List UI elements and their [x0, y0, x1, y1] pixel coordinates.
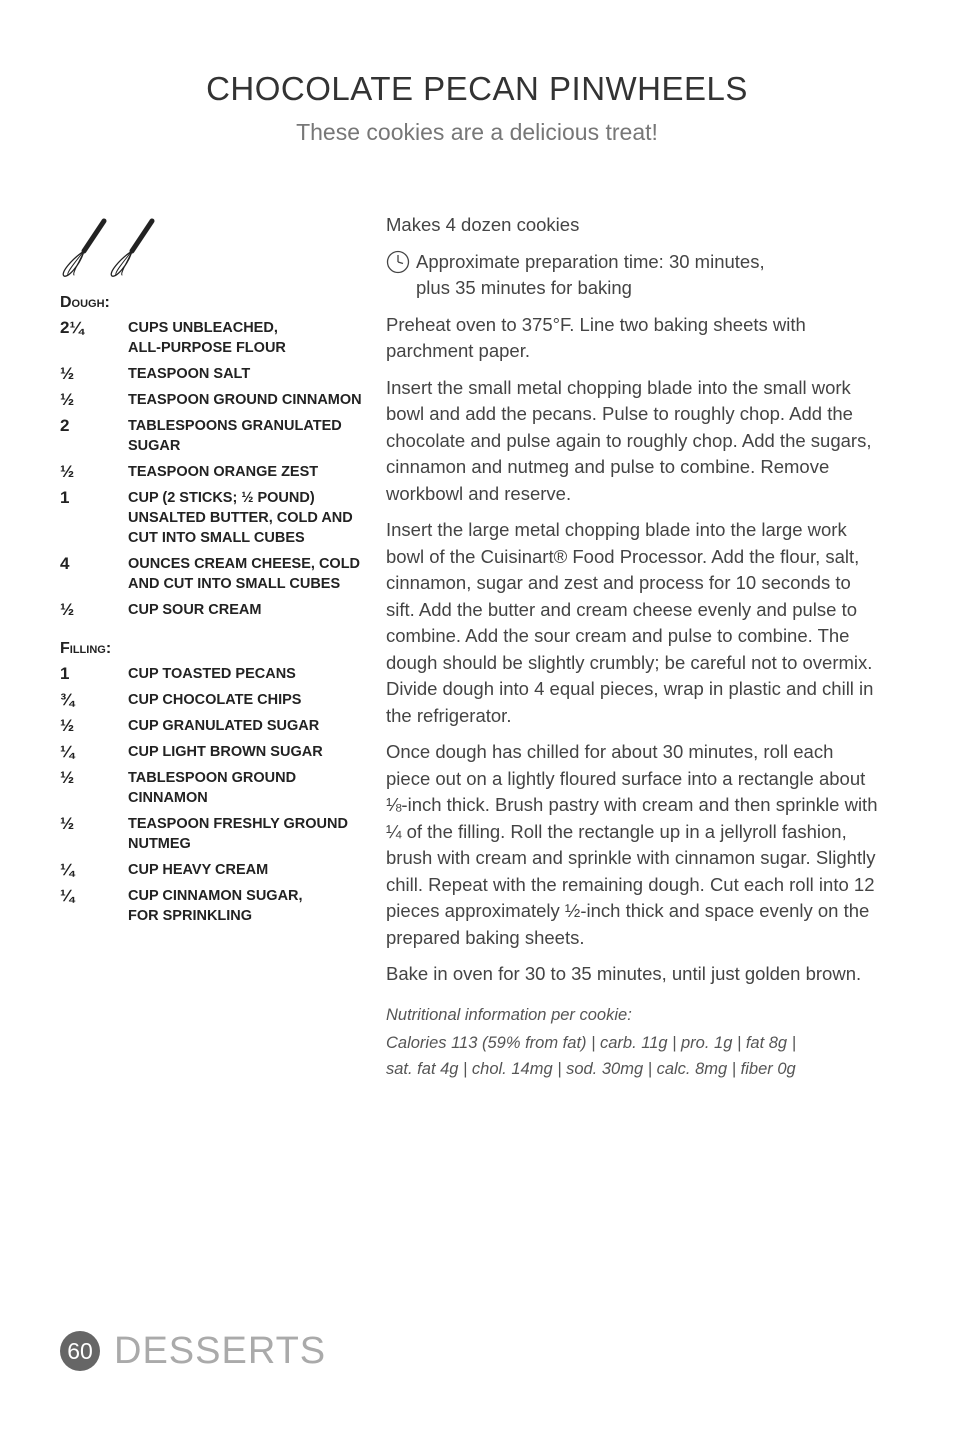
ingredient-row [60, 554, 378, 594]
ingredient-quantity: ¼ [60, 886, 75, 905]
ingredient-quantity: ½ [60, 768, 75, 787]
prep-time-line [386, 249, 878, 302]
ingredient-row [60, 462, 378, 482]
ingredient-quantity: ¾ [60, 690, 75, 709]
ingredient-quantity: ½ [60, 716, 75, 735]
prep-time-text: Approximate preparation time: 30 minutes, plus 35 minutes for baking [416, 250, 765, 298]
nutrition-line-2: sat. fat 4g | chol. 14mg | sod. 30mg | calc. 8mg | fiber 0g [386, 1059, 796, 1078]
ingredient-quantity: 4 [60, 554, 70, 573]
ingredient-description: CUPS UNBLEACHED, ALL-PURPOSE FLOUR [128, 320, 286, 356]
ingredient-quantity: 1 [60, 664, 70, 683]
ingredient-description: TEASPOON FRESHLY GROUND NUTMEG [128, 816, 348, 852]
nutrition-line-1: Calories 113 (59% from fat) | carb. 11g | pro. 1g | fat 8g | [386, 1033, 796, 1052]
ingredient-row [60, 690, 378, 710]
section-name: DESSERTS [114, 1329, 327, 1372]
ingredient-description: CUP TOASTED PECANS [128, 666, 296, 682]
instruction-step: Insert the small metal chopping blade into the small work bowl and add the pecans. Pulse to roughly chop. Add the chocolate and pulse again to roughly chop. Add the sugars, cinnamon and nutmeg and pulse to combine. Remove workbowl and reserve. [386, 376, 872, 504]
ingredient-row [60, 742, 378, 762]
ingredient-row [60, 716, 378, 736]
ingredient-row [60, 600, 378, 620]
ingredient-quantity: ½ [60, 364, 75, 383]
ingredient-row [60, 664, 378, 684]
recipe-title: CHOCOLATE PECAN PINWHEELS [206, 70, 748, 107]
ingredient-row [60, 364, 378, 384]
yield-text: Makes 4 dozen cookies [386, 214, 580, 235]
ingredient-description: CUP GRANULATED SUGAR [128, 718, 320, 734]
ingredient-quantity: 2¼ [60, 318, 84, 337]
ingredient-description: CUP CINNAMON SUGAR, FOR SPRINKLING [128, 888, 303, 924]
clock-icon [386, 250, 410, 274]
ingredient-row [60, 886, 378, 926]
ingredient-description: TABLESPOONS GRANULATED SUGAR [128, 418, 342, 454]
ingredient-row [60, 488, 378, 548]
page-number: 60 [60, 1331, 100, 1371]
ingredients-column [60, 294, 378, 932]
ingredient-quantity: ½ [60, 600, 75, 619]
instructions-column [386, 212, 878, 1082]
ingredient-description: CUP CHOCOLATE CHIPS [128, 692, 302, 708]
instruction-step: Insert the large metal chopping blade into the large work bowl of the Cuisinart® Food Processor. Add the flour, salt, cinnamon, sugar and zest and process for 10 seconds to sift. Add the butter and cream cheese evenly and pulse to combine. Add the sour cream and pulse to combine. The dough should be slightly crumbly; be careful not to overmix. Divide dough into 4 equal pieces, wrap in plastic and chill in the refrigerator. [386, 519, 874, 726]
ingredient-row [60, 768, 378, 808]
ingredient-row [60, 318, 378, 358]
dough-heading: Dough: [60, 294, 110, 311]
instruction-step: Once dough has chilled for about 30 minutes, roll each piece out on a lightly floured surface into a rectangle about ⅛-inch thick. Brush pastry with cream and then sprinkle with ¼ of the filling. Roll the rectangle up in a jellyroll fashion, brush with cream and sprinkle with cinnamon sugar. Slightly chill. Repeat with the remaining dough. Cut each roll into 12 pieces approximately ½-inch thick and space evenly on the prepared baking sheets. [386, 741, 878, 948]
ingredient-description: CUP SOUR CREAM [128, 602, 262, 618]
ingredient-row [60, 390, 378, 410]
ingredient-description: TEASPOON SALT [128, 366, 251, 382]
recipe-subtitle: These cookies are a delicious treat! [296, 119, 658, 145]
ingredient-description: TEASPOON ORANGE ZEST [128, 464, 319, 480]
ingredient-row [60, 814, 378, 854]
ingredient-description: CUP LIGHT BROWN SUGAR [128, 744, 323, 760]
instruction-steps [386, 312, 878, 988]
filling-ingredient-list [60, 664, 378, 926]
ingredient-quantity: ½ [60, 462, 75, 481]
ingredient-description: CUP HEAVY CREAM [128, 862, 269, 878]
ingredient-quantity: ½ [60, 814, 75, 833]
page-footer [60, 1328, 326, 1374]
dough-ingredient-list [60, 318, 378, 620]
ingredient-quantity: ¼ [60, 860, 75, 879]
ingredient-quantity: ½ [60, 390, 75, 409]
nutrition-heading: Nutritional information per cookie: [386, 1005, 632, 1024]
ingredient-quantity: 1 [60, 488, 70, 507]
instruction-step: Preheat oven to 375°F. Line two baking sheets with parchment paper. [386, 313, 806, 361]
ingredient-quantity: ¼ [60, 742, 75, 761]
ingredient-description: TEASPOON GROUND CINNAMON [128, 392, 362, 408]
whisk-icon [58, 215, 158, 279]
ingredient-description: CUP (2 STICKS; ½ POUND) UNSALTED BUTTER, COLD AND CUT INTO SMALL CUBES [128, 490, 353, 546]
ingredient-description: OUNCES CREAM CHEESE, COLD AND CUT INTO SMALL CUBES [128, 556, 361, 592]
ingredient-row [60, 416, 378, 456]
ingredient-row [60, 860, 378, 880]
filling-heading: Filling: [60, 640, 112, 657]
ingredient-description: TABLESPOON GROUND CINNAMON [128, 770, 297, 806]
instruction-step: Bake in oven for 30 to 35 minutes, until just golden brown. [386, 963, 862, 984]
ingredient-quantity: 2 [60, 416, 70, 435]
